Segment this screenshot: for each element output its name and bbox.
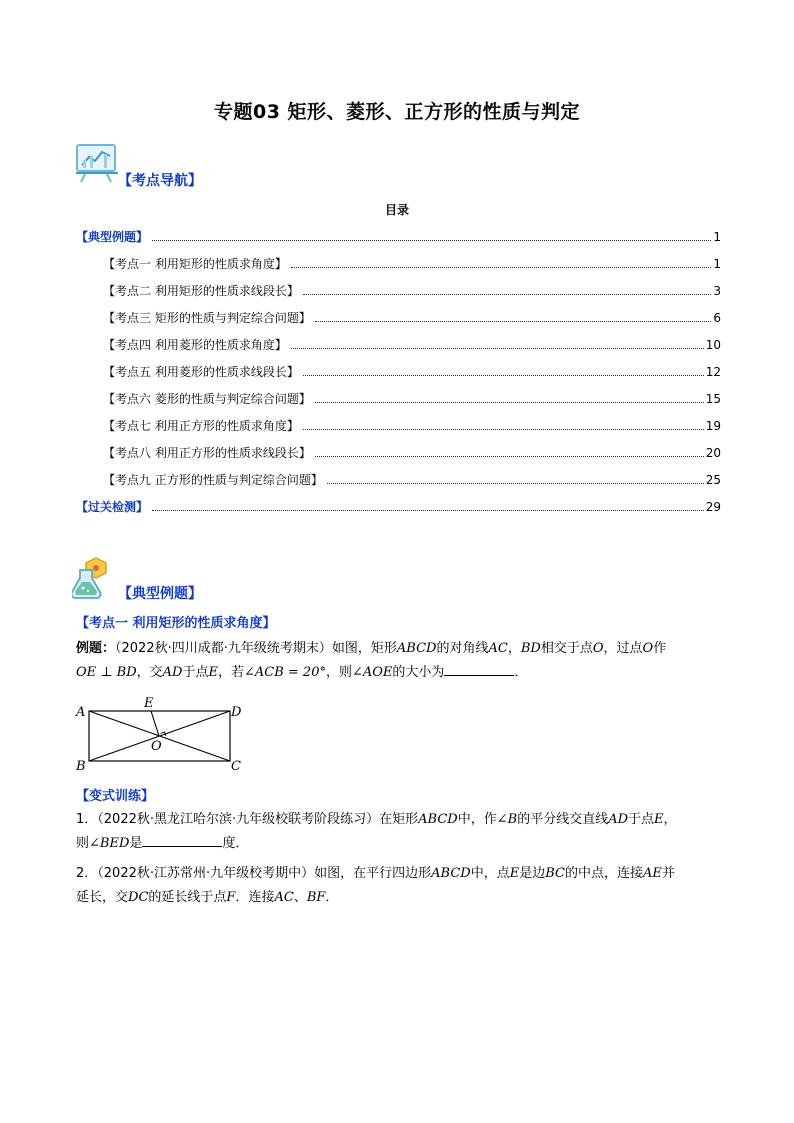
label-a: A bbox=[76, 705, 86, 720]
text-run: 度． bbox=[222, 836, 249, 851]
toc-page-number: 10 bbox=[705, 338, 721, 352]
math-run: BD bbox=[520, 641, 541, 656]
toc-item-kaodian4[interactable] bbox=[103, 336, 721, 353]
text-run: 的平分线交直线 bbox=[517, 812, 609, 827]
text-run: 中，点 bbox=[470, 866, 510, 881]
toc-page-number: 20 bbox=[705, 446, 721, 460]
math-run: ∠BED bbox=[89, 836, 130, 851]
example-source: （2022秋·四川成都·九年级统考期末） bbox=[115, 641, 332, 656]
text-run: 是边 bbox=[519, 866, 546, 881]
math-run: O bbox=[592, 641, 604, 656]
text-run: 的中点，连接 bbox=[565, 866, 644, 881]
text-run: 于点 bbox=[628, 812, 655, 827]
segment-oe bbox=[151, 711, 159, 736]
variant-heading: 【变式训练】 bbox=[76, 789, 155, 804]
math-run: OE ⊥ BD bbox=[76, 665, 137, 680]
toc-leader-dots bbox=[315, 320, 712, 322]
answer-blank[interactable] bbox=[142, 832, 222, 847]
toc-item-kaodian9[interactable] bbox=[103, 471, 721, 488]
toc-item-kaodian3[interactable] bbox=[103, 309, 721, 326]
toc-leader-dots bbox=[303, 293, 712, 295]
rectangle-diagram bbox=[72, 694, 252, 776]
math-run: ABCD bbox=[396, 641, 437, 656]
toc-leader-dots bbox=[152, 509, 704, 511]
question-source: （2022秋·黑龙江哈尔滨·九年级校联考阶段练习） bbox=[97, 812, 380, 827]
math-run: AE bbox=[643, 866, 662, 881]
toc-page-number: 12 bbox=[705, 365, 721, 379]
toc-item-label: 【考点七 利用正方形的性质求角度】 bbox=[103, 419, 299, 433]
toc-item-label: 【考点八 利用正方形的性质求线段长】 bbox=[103, 446, 311, 460]
text-run: ．连接 bbox=[235, 890, 275, 905]
toc-item-label: 【考点一 利用矩形的性质求角度】 bbox=[103, 257, 287, 271]
text-run: ， bbox=[507, 641, 521, 656]
example-question bbox=[76, 637, 721, 685]
text-run: ，交 bbox=[136, 665, 163, 680]
text-run: 则 bbox=[76, 836, 90, 851]
toc-page-number: 1 bbox=[713, 257, 721, 271]
toc-item-kaodian1[interactable] bbox=[103, 255, 721, 272]
text-run: 如图，矩形 bbox=[331, 641, 397, 656]
text-run: 并 bbox=[661, 866, 675, 881]
section-heading: 【典型例题】 bbox=[118, 586, 202, 602]
text-run: 是 bbox=[129, 836, 143, 851]
toc-item-label: 【考点六 菱形的性质与判定综合问题】 bbox=[103, 392, 311, 406]
label-o: O bbox=[151, 739, 162, 754]
variant-question-2 bbox=[76, 862, 721, 910]
text-run: ． bbox=[514, 665, 528, 680]
toc-page-number: 3 bbox=[713, 284, 721, 298]
math-run: BF bbox=[306, 890, 326, 905]
text-run: 相交于点 bbox=[540, 641, 593, 656]
nav-heading: 【考点导航】 bbox=[118, 173, 202, 189]
toc-leader-dots bbox=[303, 374, 704, 376]
text-run: ， bbox=[663, 812, 677, 827]
toc-leader-dots bbox=[315, 455, 704, 457]
example-label: 例题： bbox=[76, 641, 116, 656]
presentation-board-icon bbox=[74, 142, 120, 184]
toc-item-kaodian5[interactable] bbox=[103, 363, 721, 380]
text-run: ，则 bbox=[325, 665, 352, 680]
text-run: 的对角线 bbox=[436, 641, 489, 656]
toc-item-label: 【典型例题】 bbox=[76, 230, 149, 244]
toc-item-label: 【考点九 正方形的性质与判定综合问题】 bbox=[103, 473, 323, 487]
math-run: AD bbox=[608, 812, 629, 827]
toc-item-kaodian8[interactable] bbox=[103, 444, 721, 461]
toc-item-label: 【考点四 利用菱形的性质求角度】 bbox=[103, 338, 287, 352]
math-run: ∠B bbox=[496, 812, 518, 827]
math-run: ABCD bbox=[431, 866, 471, 881]
toc-page-number: 6 bbox=[713, 311, 721, 325]
math-run: O bbox=[642, 641, 654, 656]
math-run: ∠ACB = 20° bbox=[243, 665, 326, 680]
toc-page-number: 15 bbox=[705, 392, 721, 406]
toc-item-kaodian6[interactable] bbox=[103, 390, 721, 407]
question-number: 2． bbox=[76, 866, 98, 881]
text-run: ． bbox=[325, 890, 339, 905]
math-run: ∠AOE bbox=[351, 665, 393, 680]
toc-item-typical[interactable] bbox=[76, 228, 721, 245]
label-c: C bbox=[231, 759, 241, 774]
text-run: 如图，在平行四边形 bbox=[314, 866, 432, 881]
text-run: 延长，交 bbox=[76, 890, 129, 905]
toc-leader-dots bbox=[315, 401, 704, 403]
science-flask-icon bbox=[72, 556, 118, 600]
math-run: E bbox=[208, 665, 218, 680]
kaodian1-heading: 【考点一 利用矩形的性质求角度】 bbox=[76, 616, 276, 631]
toc-leader-dots bbox=[152, 239, 711, 241]
toc-leader-dots bbox=[291, 266, 712, 268]
text-run: ，过点 bbox=[603, 641, 643, 656]
label-d: D bbox=[231, 705, 242, 720]
math-run: AD bbox=[162, 665, 183, 680]
text-run: 的延长线于点 bbox=[148, 890, 227, 905]
toc-item-kaodian2[interactable] bbox=[103, 282, 721, 299]
toc-title: 目录 bbox=[384, 203, 409, 217]
toc-item-label: 【过关检测】 bbox=[76, 500, 149, 514]
question-number: 1． bbox=[76, 812, 98, 827]
math-run: AC bbox=[274, 890, 294, 905]
toc-item-kaodian7[interactable] bbox=[103, 417, 721, 434]
label-e: E bbox=[144, 696, 154, 711]
toc-item-review[interactable] bbox=[76, 498, 721, 515]
toc-leader-dots bbox=[291, 347, 704, 349]
math-run: E bbox=[654, 812, 664, 827]
text-run: 在矩形 bbox=[379, 812, 419, 827]
math-run: BC bbox=[545, 866, 565, 881]
answer-blank[interactable] bbox=[444, 661, 514, 676]
variant-question-1 bbox=[76, 808, 721, 856]
toc-leader-dots bbox=[303, 428, 704, 430]
math-run: AC bbox=[488, 641, 508, 656]
toc-page-number: 1 bbox=[713, 230, 721, 244]
label-b: B bbox=[76, 759, 86, 774]
math-run: DC bbox=[128, 890, 149, 905]
text-run: 的大小为 bbox=[392, 665, 445, 680]
toc-page-number: 29 bbox=[705, 500, 721, 514]
toc-leader-dots bbox=[327, 482, 704, 484]
toc-page-number: 25 bbox=[705, 473, 721, 487]
question-source: （2022秋·江苏常州·九年级校考期中） bbox=[97, 866, 315, 881]
text-run: 、 bbox=[293, 890, 307, 905]
math-run: E bbox=[509, 866, 520, 881]
toc-item-label: 【考点二 利用矩形的性质求线段长】 bbox=[103, 284, 299, 298]
page-title: 专题03 矩形、菱形、正方形的性质与判定 bbox=[213, 101, 581, 123]
math-run: F bbox=[226, 890, 236, 905]
text-run: ，若 bbox=[217, 665, 244, 680]
text-run: 作 bbox=[653, 641, 667, 656]
text-run: 中，作 bbox=[457, 812, 497, 827]
text-run: 于点 bbox=[182, 665, 209, 680]
toc-item-label: 【考点三 矩形的性质与判定综合问题】 bbox=[103, 311, 311, 325]
toc-page-number: 19 bbox=[705, 419, 721, 433]
toc-item-label: 【考点五 利用菱形的性质求线段长】 bbox=[103, 365, 299, 379]
math-run: ABCD bbox=[418, 812, 458, 827]
